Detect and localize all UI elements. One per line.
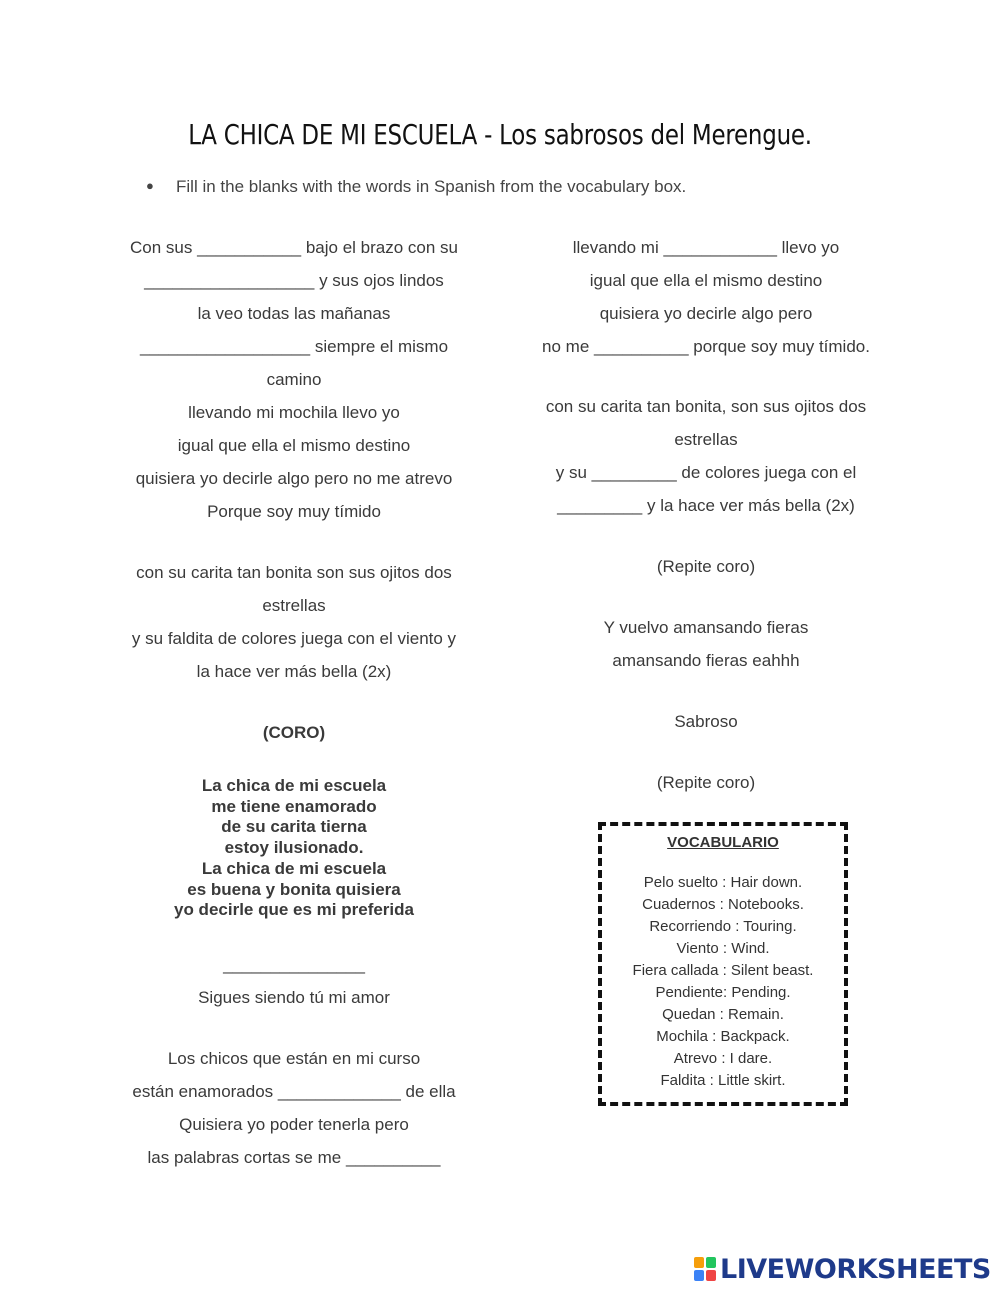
vocabulary-box [598, 822, 848, 1106]
lyric-line: llevando mi mochila llevo yo [188, 403, 400, 422]
logo-square-1 [694, 1257, 704, 1268]
chorus-line: me tiene enamorado [211, 796, 377, 816]
lyric-line: igual que ella el mismo destino [177, 436, 411, 455]
lyric-line: no me __________ porque soy muy tímido. [542, 337, 870, 356]
vocabulary-item: Pelo suelto : Hair down. [643, 874, 803, 891]
verse-2 [108, 559, 480, 691]
lyric-line: están enamorados _____________ de ella [132, 1081, 456, 1101]
logo-square-3 [694, 1270, 704, 1281]
vocabulary-title: VOCABULARIO [667, 834, 779, 851]
lyric-line: Y vuelvo amansando fieras [603, 618, 809, 637]
chorus-line: de su carita tierna [221, 817, 367, 837]
vocabulary-item: Fiera callada : Silent beast. [632, 962, 814, 979]
repite-coro: (Repite coro) [656, 773, 756, 792]
lyric-line: __________________ siempre el mismo [139, 337, 449, 356]
lyric-line: igual que ella el mismo destino [589, 271, 823, 290]
lyric-line: estrellas [262, 596, 326, 615]
logo-square-2 [706, 1257, 716, 1268]
vocabulary-item: Faldita : Little skirt. [660, 1072, 786, 1089]
verse-1-right [520, 234, 892, 366]
lyric-line: llevando mi ____________ llevo yo [572, 238, 840, 257]
vocabulary-item: Viento : Wind. [676, 940, 770, 957]
lyric-line: y su faldita de colores juega con el viento y [131, 629, 457, 648]
lyric-line: y su _________ de colores juega con el [555, 463, 857, 482]
coro-label: (CORO) [262, 723, 326, 742]
vocabulary-item: Pendiente: Pending. [655, 984, 791, 1001]
lyric-line: Los chicos que están en mi curso [167, 1048, 421, 1068]
left-column [108, 234, 480, 1177]
verse-2-right [520, 393, 892, 525]
chorus-line: yo decirle que es mi preferida [174, 900, 414, 920]
lyric-line: con su carita tan bonita son sus ojitos dos [136, 563, 452, 582]
lyric-line: quisiera yo decirle algo pero [599, 304, 813, 323]
lyric-line: con su carita tan bonita, son sus ojitos dos [545, 397, 867, 416]
blank-line: _______________ [223, 954, 365, 974]
instruction [146, 177, 686, 197]
lyric-line: estrellas [674, 430, 738, 449]
vocabulary-item: Quedan : Remain. [662, 1006, 784, 1023]
logo-square-4 [706, 1270, 716, 1281]
lyric-line: la veo todas las mañanas [197, 304, 391, 323]
verse-3 [108, 1045, 480, 1177]
bullet-icon: ● [146, 178, 154, 193]
vocabulary-item: Mochila : Backpack. [656, 1028, 790, 1045]
lyric-line: quisiera yo decirle algo pero no me atrevo [135, 469, 453, 488]
verse-1 [108, 234, 480, 531]
lyric-line: amansando fieras eahhh [612, 651, 800, 670]
lyric-line: la hace ver más bella (2x) [196, 662, 392, 681]
lyric-line: camino [266, 370, 322, 389]
chorus-line: estoy ilusionado. [224, 838, 364, 858]
logo-text: LIVEWORKSHEETS [720, 1253, 991, 1285]
lyric-line: Quisiera yo poder tenerla pero [179, 1114, 409, 1134]
chorus-line: La chica de mi escuela [201, 776, 387, 795]
lyric-line: Porque soy muy tímido [207, 502, 381, 521]
vocabulary-item: Recorriendo : Touring. [649, 918, 797, 935]
lyric-line: Con sus ___________ bajo el brazo con su [130, 238, 458, 257]
lyric-line: Sabroso [674, 712, 738, 731]
lyric-line: __________________ y sus ojos lindos [144, 271, 444, 290]
instruction-text: Fill in the blanks with the words in Spanish from the vocabulary box. [176, 177, 687, 196]
lyric-line: las palabras cortas se me __________ [147, 1147, 441, 1167]
vocabulary-list [602, 872, 844, 1092]
chorus-line: es buena y bonita quisiera [187, 879, 401, 899]
chorus-line: La chica de mi escuela [201, 858, 387, 878]
logo-mark-icon [694, 1257, 716, 1281]
lyric-line: _________ y la hace ver más bella (2x) [557, 496, 855, 515]
vocabulary-item: Atrevo : I dare. [673, 1050, 773, 1067]
chorus [108, 776, 480, 921]
repite-coro: (Repite coro) [656, 557, 756, 576]
lyric-line: Sigues siendo tú mi amor [198, 987, 390, 1007]
right-column [520, 234, 892, 802]
liveworksheets-logo [694, 1252, 991, 1286]
worksheet-title: LA CHICA DE MI ESCUELA - Los sabrosos del Merengue. [188, 118, 812, 151]
vocabulary-item: Cuadernos : Notebooks. [642, 896, 804, 913]
